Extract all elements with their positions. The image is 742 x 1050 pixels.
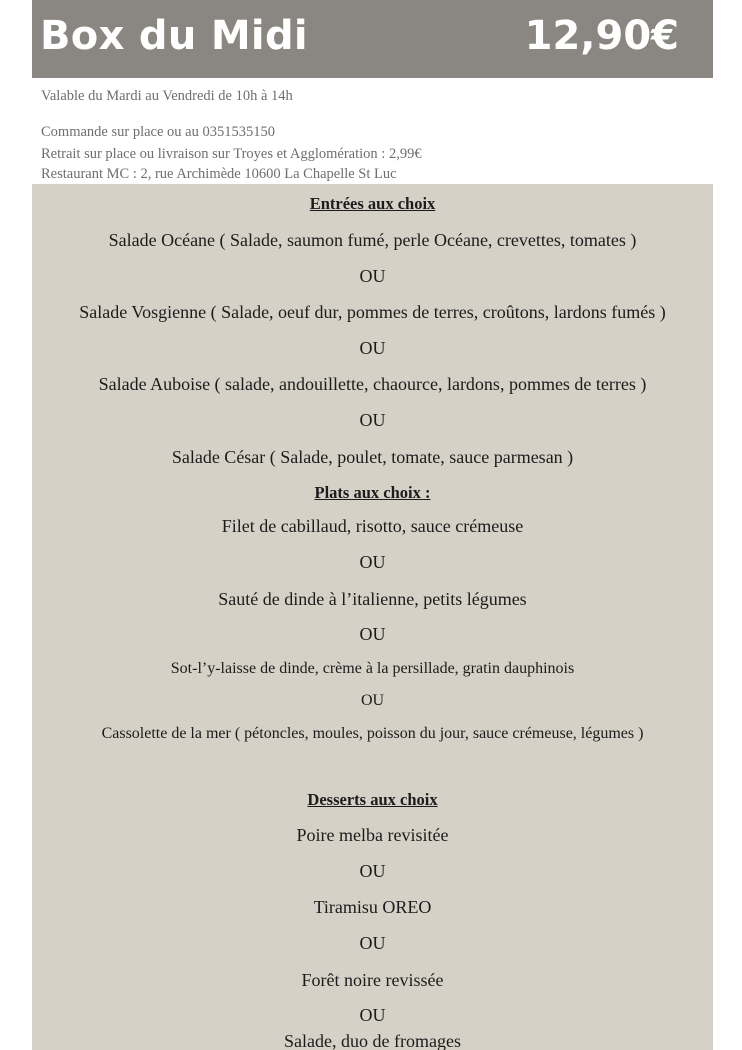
menu-title: Box du Midi [40,13,308,59]
plat-item-2: Sauté de dinde à l’italienne, petits légumes [218,589,527,609]
entree-item-4: Salade César ( Salade, poulet, tomate, sauce parmesan ) [171,447,574,467]
or-separator: OU [359,861,386,881]
or-separator: OU [359,338,386,358]
or-separator: OU [359,1005,386,1025]
address-text: Restaurant MC : 2, rue Archimède 10600 La Chapelle St Luc [41,166,397,182]
entree-item-1: Salade Océane ( Salade, saumon fumé, perle Océane, crevettes, tomates ) [108,230,637,250]
menu-header [32,0,713,78]
entree-item-3: Salade Auboise ( salade, andouillette, chaource, lardons, pommes de terres ) [98,374,647,394]
or-separator: OU [360,692,385,709]
dessert-item-4: Salade, duo de fromages [284,1031,461,1050]
dessert-item-3: Forêt noire revissée [301,970,444,990]
plat-item-1: Filet de cabillaud, risotto, sauce crémeuse [221,516,524,536]
or-separator: OU [359,266,386,286]
validity-text: Valable du Mardi au Vendredi de 10h à 14h [41,88,293,104]
plats-heading: Plats aux choix : [314,483,431,502]
menu-panel [32,184,713,1050]
desserts-heading: Desserts aux choix [307,790,438,809]
plat-item-3: Sot-l’y-laisse de dinde, crème à la persillade, gratin dauphinois [170,660,575,677]
entree-item-2: Salade Vosgienne ( Salade, oeuf dur, pommes de terres, croûtons, lardons fumés ) [79,302,666,322]
dessert-item-1: Poire melba revisitée [296,825,449,845]
or-separator: OU [359,624,386,644]
entrees-heading: Entrées aux choix [309,194,436,213]
or-separator: OU [359,933,386,953]
dessert-item-2: Tiramisu OREO [313,897,432,917]
delivery-text: Retrait sur place ou livraison sur Troyes et Agglomération : 2,99€ [41,146,422,162]
or-separator: OU [359,552,386,572]
or-separator: OU [359,410,386,430]
plat-item-4: Cassolette de la mer ( pétoncles, moules, poisson du jour, sauce crémeuse, légumes ) [101,725,644,742]
order-text: Commande sur place ou au 0351535150 [41,124,275,140]
menu-price: 12,90€ [524,13,679,59]
